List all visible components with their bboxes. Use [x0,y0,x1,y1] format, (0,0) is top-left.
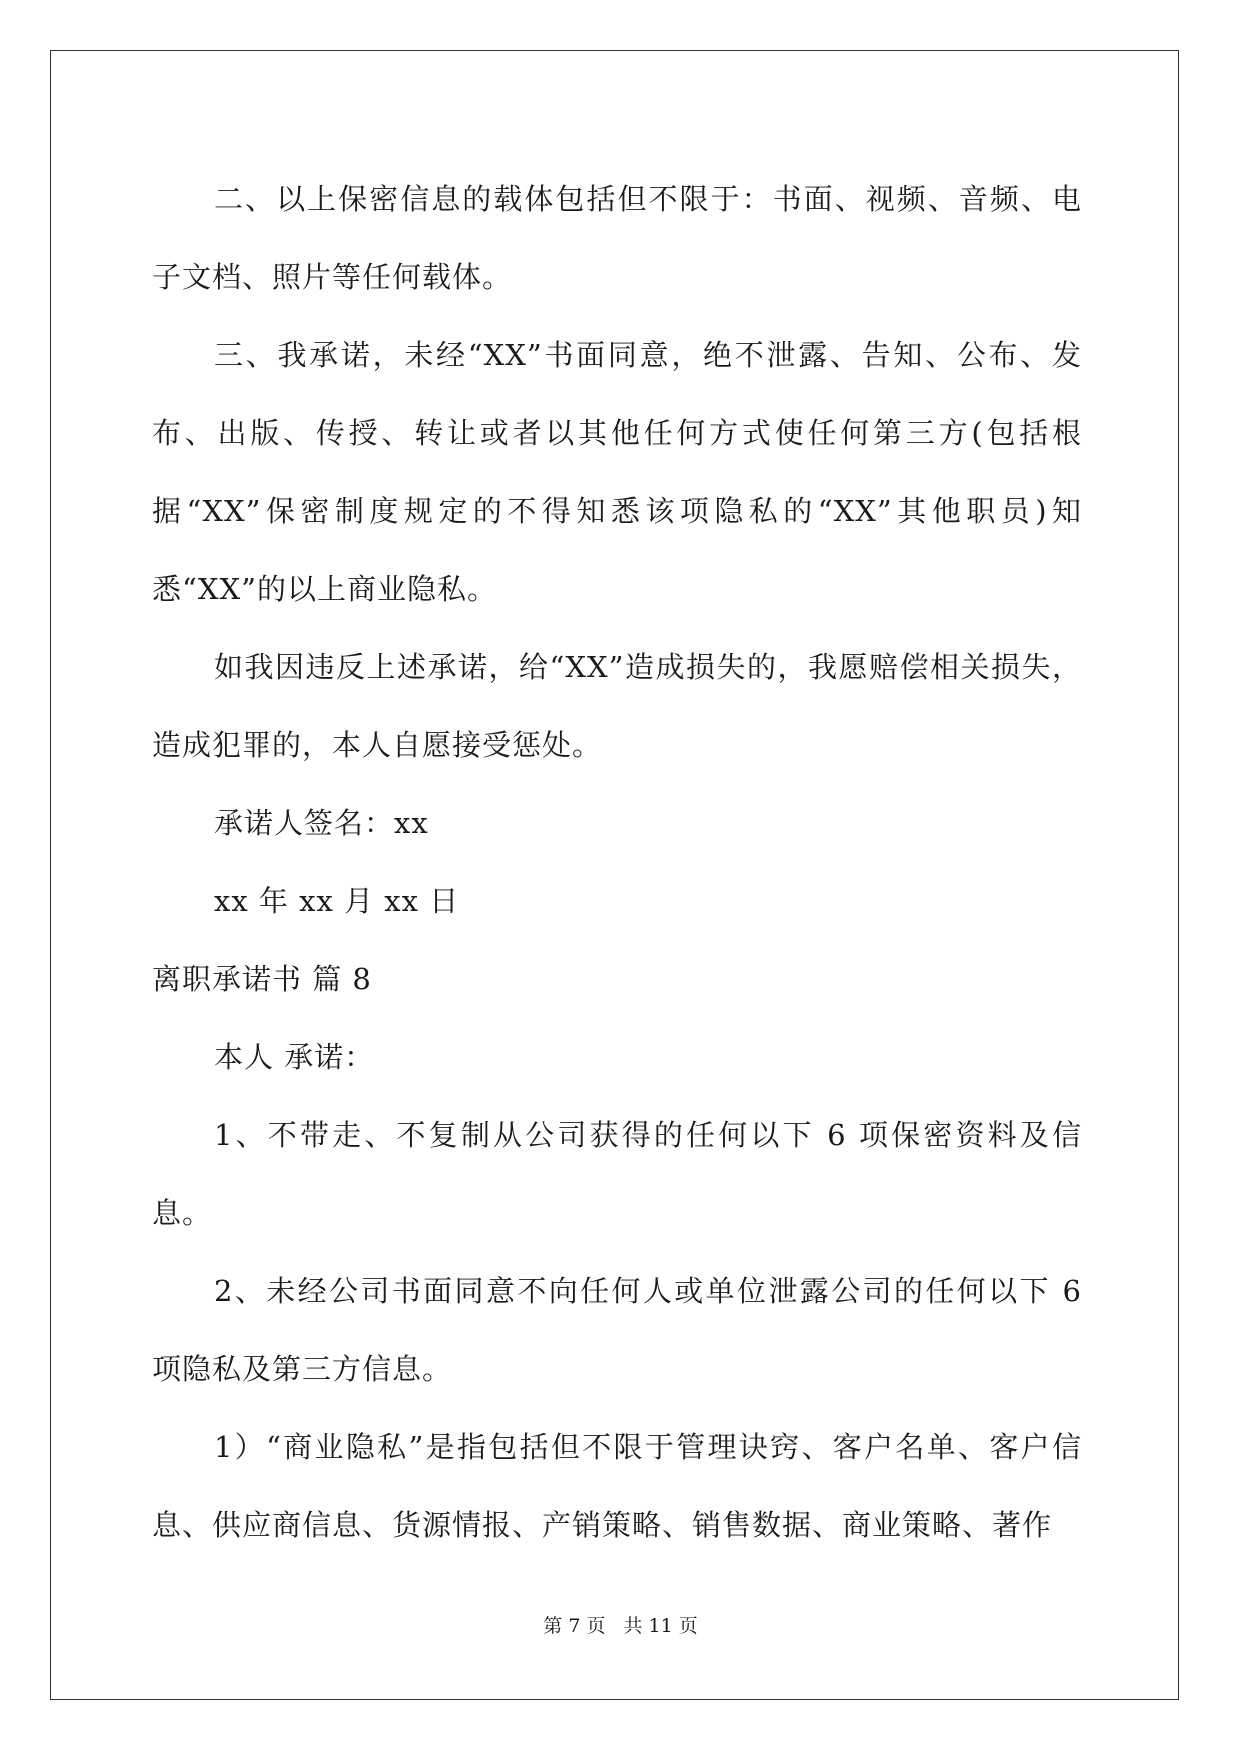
paragraph-compensation: 如我因违反上述承诺，给“XX”造成损失的，我愿赔偿相关损失，造成犯罪的，本人自愿接受惩处。 [152,650,1082,762]
paragraph-carrier-scope: 二、以上保密信息的载体包括但不限于：书面、视频、音频、电子文档、照片等任何载体。 [152,182,1082,294]
document-body [152,160,1082,1564]
paragraph-item-2: 2、未经公司书面同意不向任何人或单位泄露公司的任何以下 6 项隐私及第三方信息。 [152,1274,1082,1386]
page-number: 第 7 页 [543,1615,606,1637]
date-line: xx 年 xx 月 xx 日 [214,884,460,918]
paragraph-trade-secret-definition: 1）“商业隐私”是指包括但不限于管理诀窍、客户名单、客户信息、供应商信息、货源情报、产销策略、销售数据、商业策略、著作 [152,1430,1082,1542]
total-pages: 共 11 页 [623,1615,698,1637]
paragraph-nondisclosure-promise: 三、我承诺，未经“XX”书面同意，绝不泄露、告知、公布、发布、出版、传授、转让或者以其他任何方式使任何第三方(包括根据“XX”保密制度规定的不得知悉该项隐私的“XX”其他职员)知悉“XX”的以上商业隐私。 [152,338,1082,606]
page-footer [0,1611,1241,1638]
paragraph-pledge-intro: 本人 承诺： [214,1040,375,1074]
section-heading: 离职承诺书 篇 8 [152,962,372,996]
signature-line: 承诺人签名：xx [214,806,429,840]
paragraph-item-1: 1、不带走、不复制从公司获得的任何以下 6 项保密资料及信息。 [152,1118,1082,1230]
